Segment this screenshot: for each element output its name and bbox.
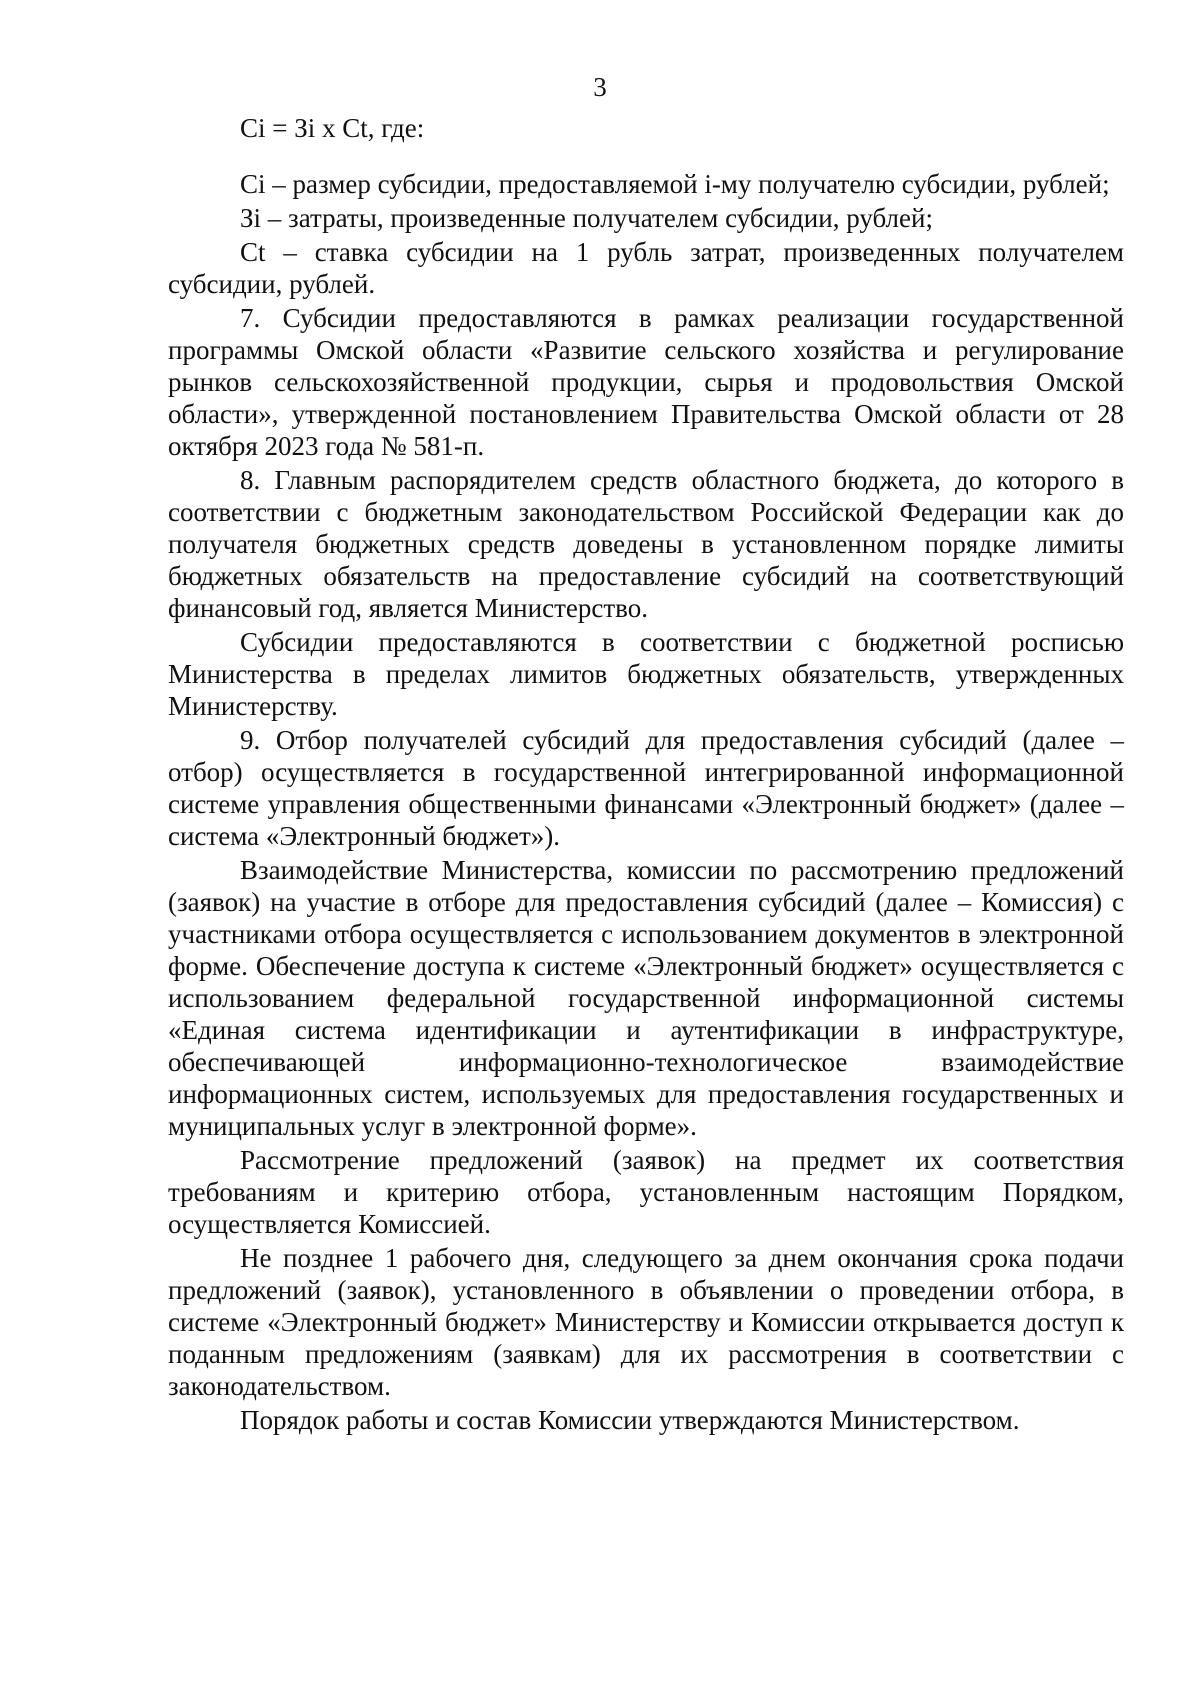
clause-9-commission: Порядок работы и состав Комиссии утверждаются Министерством. xyxy=(240,1405,1020,1435)
clause-7: 7. Субсидии предоставляются в рамках реализации государственной программы Омской области «Развитие сельского хозяйства и регулирование рынков сельскохозяйственной продукции, сырья и продовольствия Омской области», утвержденной постановлением Правительства Омской области от 28 октября 2023 года № 581-п. xyxy=(168,303,1124,461)
clause-8-subsidies: Субсидии предоставляются в соответствии с бюджетной росписью Министерства в пределах лимитов бюджетных обязательств, утвержденных Министерству. xyxy=(168,627,1124,721)
definition-zi: Зi – затраты, произведенные получателем субсидии, рублей; xyxy=(240,203,933,233)
clause-8: 8. Главным распорядителем средств областного бюджета, до которого в соответствии с бюджетным законодательством Российской Федерации как до получателя бюджетных средств доведены в установленном порядке лимиты бюджетных обязательств на предоставление субсидий на соответствующий финансовый год, является Министерство. xyxy=(168,465,1124,623)
clause-9: 9. Отбор получателей субсидий для предоставления субсидий (далее – отбор) осуществляется в государственной интегрированной информационной системе управления общественными финансами «Электронный бюджет» (далее – система «Электронный бюджет»). xyxy=(168,725,1124,851)
clause-9-access: Не позднее 1 рабочего дня, следующего за днем окончания срока подачи предложений (заявок), установленного в объявлении о проведении отбора, в системе «Электронный бюджет» Министерству и Комиссии открывается доступ к поданным предложениям (заявкам) для их рассмотрения в соответствии с законодательством. xyxy=(168,1243,1124,1401)
document-body xyxy=(168,112,1124,1438)
page-number: 3 xyxy=(593,72,607,102)
definition-ci: Ci – размер субсидии, предоставляемой i-му получателю субсидии, рублей; xyxy=(240,169,1110,199)
definition-ct: Ct – ставка субсидии на 1 рубль затрат, произведенных получателем субсидии, рублей. xyxy=(168,237,1124,299)
clause-9-review: Рассмотрение предложений (заявок) на предмет их соответствия требованиям и критерию отбора, установленным настоящим Порядком, осуществляется Комиссией. xyxy=(168,1145,1124,1239)
formula-paragraph: Ci = Зi x Ct, где: xyxy=(240,113,425,143)
clause-9-interaction: Взаимодействие Министерства, комиссии по рассмотрению предложений (заявок) на участие в отборе для предоставления субсидий (далее – Комиссия) с участниками отбора осуществляется с использованием документов в электронной форме. Обеспечение доступа к системе «Электронный бюджет» осуществляется с использованием федеральной государственной информационной системы «Единая система идентификации и аутентификации в инфраструктуре, обеспечивающей информационно-технологическое взаимодействие информационных систем, используемых для предоставления государственных и муниципальных услуг в электронной форме». xyxy=(168,855,1124,1141)
